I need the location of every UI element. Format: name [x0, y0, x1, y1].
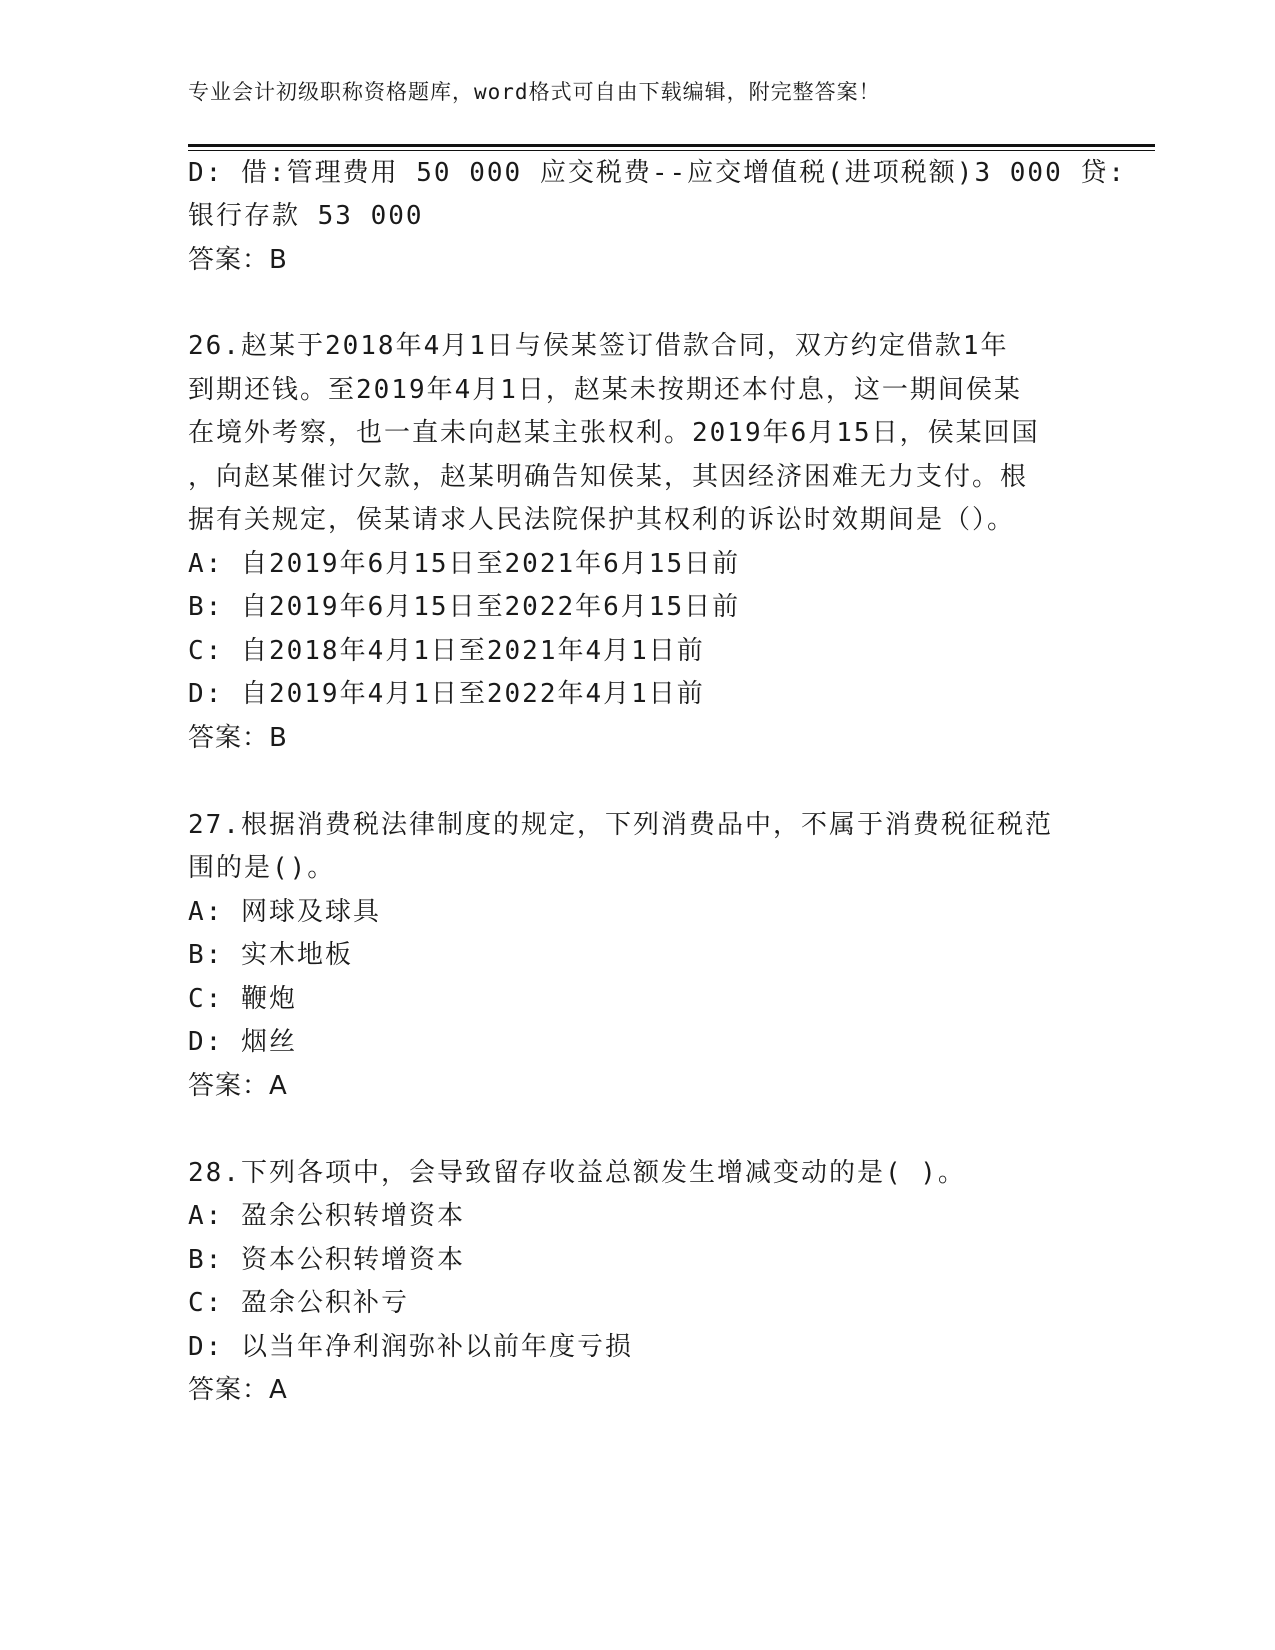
- q26-stem-line-5: 据有关规定，侯某请求人民法院保护其权利的诉讼时效期间是（）。: [188, 505, 1016, 535]
- q27-option-c: C: 鞭炮: [188, 984, 297, 1014]
- q28-option-b: B: 资本公积转增资本: [188, 1245, 465, 1275]
- q28-option-c: C: 盈余公积补亏: [188, 1288, 409, 1318]
- q28-option-a: A: 盈余公积转增资本: [188, 1201, 465, 1231]
- q26-option-d: D: 自2019年4月1日至2022年4月1日前: [188, 679, 705, 709]
- q27-option-a: A: 网球及球具: [188, 897, 381, 927]
- page-header: 专业会计初级职称资格题库，word格式可自由下载编辑，附完整答案！: [188, 80, 881, 104]
- q27-option-d: D: 烟丝: [188, 1027, 297, 1057]
- q26-option-a: A: 自2019年6月15日至2021年6月15日前: [188, 549, 741, 579]
- q26-answer: 答案：B: [188, 723, 288, 753]
- q26-stem-line-3: 在境外考察，也一直未向赵某主张权利。2019年6月15日，侯某回国: [188, 418, 1040, 448]
- q28-stem-line-1: 28.下列各项中，会导致留存收益总额发生增减变动的是( )。: [188, 1158, 966, 1188]
- prev-option-d-line2: 银行存款 53 000: [188, 201, 424, 231]
- q26-stem-line-4: ，向赵某催讨欠款，赵某明确告知侯某，其因经济困难无力支付。根: [188, 462, 1029, 492]
- q27-option-b: B: 实木地板: [188, 940, 353, 970]
- q26-stem-line-2: 到期还钱。至2019年4月1日，赵某未按期还本付息，这一期间侯某: [188, 375, 1022, 405]
- prev-answer: 答案：B: [188, 245, 288, 275]
- q27-stem-line-2: 围的是()。: [188, 853, 336, 883]
- q28-option-d: D: 以当年净利润弥补以前年度亏损: [188, 1332, 633, 1362]
- q28-answer: 答案：A: [188, 1375, 288, 1405]
- header-rule-thick: [188, 144, 1155, 147]
- q26-option-b: B: 自2019年6月15日至2022年6月15日前: [188, 592, 741, 622]
- q27-answer: 答案：A: [188, 1071, 288, 1101]
- header-rule-thin: [188, 150, 1155, 151]
- q26-option-c: C: 自2018年4月1日至2021年4月1日前: [188, 636, 705, 666]
- q26-stem-line-1: 26.赵某于2018年4月1日与侯某签订借款合同，双方约定借款1年: [188, 331, 1009, 361]
- q27-stem-line-1: 27.根据消费税法律制度的规定，下列消费品中，不属于消费税征税范: [188, 810, 1053, 840]
- prev-option-d-line1: D: 借:管理费用 50 000 应交税费--应交增值税(进项税额)3 000 贷:: [188, 158, 1127, 188]
